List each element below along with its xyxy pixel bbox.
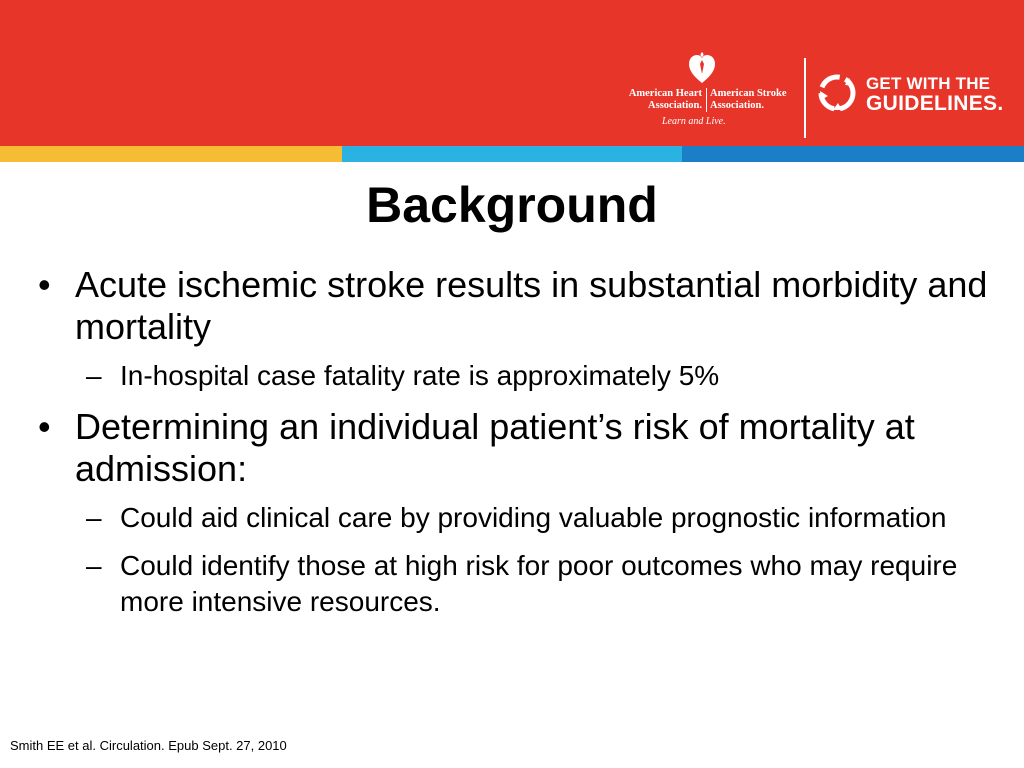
bullet-text: Acute ischemic stroke results in substantial morbidity and mortality	[75, 264, 988, 347]
bullet-symbol: •	[38, 406, 51, 447]
sub-bullet-symbol: –	[86, 502, 102, 533]
bullet-list	[30, 264, 990, 632]
tagline: Learn and Live.	[662, 116, 726, 127]
gwtg-line1: GET WITH THE	[866, 74, 991, 93]
stripe-yellow	[0, 146, 342, 162]
citation: Smith EE et al. Circulation. Epub Sept. 27, 2010	[10, 738, 287, 753]
header-banner	[0, 0, 1024, 146]
heart-torch-icon	[688, 50, 716, 84]
aha-name: American Heart Association.	[628, 88, 702, 111]
sub-bullet-symbol: –	[86, 360, 102, 391]
bullet-item	[30, 264, 990, 348]
slide-title: Background	[366, 177, 658, 233]
aha-asa-logo	[606, 50, 796, 132]
sub-bullet-item	[30, 358, 990, 394]
sub-bullet-text: Could aid clinical care by providing valuable prognostic information	[120, 502, 947, 533]
gwtg-line2: GUIDELINES.	[866, 92, 1004, 115]
sub-bullet-text: Could identify those at high risk for poor outcomes who may require more intensive resources.	[120, 550, 958, 617]
sub-bullet-symbol: –	[86, 550, 102, 581]
gwtg-logo-text	[866, 74, 1003, 114]
header-divider	[804, 58, 806, 138]
bullet-text: Determining an individual patient’s risk of mortality at admission:	[75, 406, 915, 489]
sub-bullet-text: In-hospital case fatality rate is approximately 5%	[120, 360, 720, 391]
asa-name: American Stroke Association.	[710, 88, 787, 111]
bullet-symbol: •	[38, 264, 51, 305]
bullet-item	[30, 406, 990, 490]
stripe-cyan	[342, 146, 682, 162]
logo-divider	[706, 88, 707, 112]
recycle-arrows-icon	[816, 72, 858, 114]
stripe-blue	[682, 146, 1024, 162]
sub-bullet-item	[30, 500, 990, 536]
sub-bullet-item	[30, 548, 990, 620]
